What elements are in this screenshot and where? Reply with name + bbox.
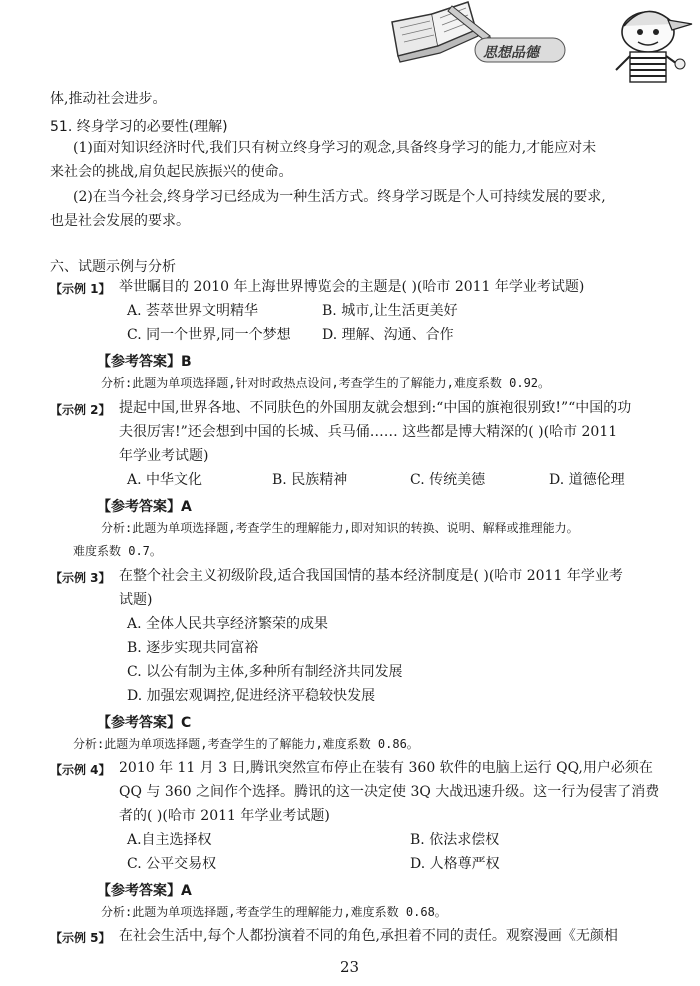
option-a: A.自主选择权 xyxy=(127,832,212,848)
analysis-line: 分析:此题为单项选择题,考查学生的理解能力,难度系数 0.68。 xyxy=(101,905,447,919)
option-d: D. 加强宏观调控,促进经济平稳较快发展 xyxy=(127,688,376,704)
answer-row xyxy=(97,496,192,516)
option-b: B. 城市,让生活更美好 xyxy=(322,303,458,319)
answer-value: C xyxy=(181,715,192,731)
example-badge: 【示例 4】 xyxy=(50,763,111,777)
answer-label: 【参考答案】 xyxy=(97,883,181,899)
option-a: A. 荟萃世界文明精华 xyxy=(127,303,259,319)
question-line: 2010 年 11 月 3 日,腾讯突然宣布停止在装有 360 软件的电脑上运行 QQ,用户必须在 xyxy=(119,760,653,776)
answer-row xyxy=(97,712,191,732)
option-d: D. 道德伦理 xyxy=(549,472,625,488)
option-c: C. 同一个世界,同一个梦想 xyxy=(127,327,291,343)
example-badge: 【示例 1】 xyxy=(50,282,111,296)
section-heading: 六、试题示例与分析 xyxy=(50,259,176,275)
open-book-icon xyxy=(392,2,478,62)
option-c: C. 以公有制为主体,多种所有制经济共同发展 xyxy=(127,664,403,680)
continued-text-line: 体,推动社会进步。 xyxy=(50,91,167,107)
cartoon-student-icon xyxy=(616,11,692,82)
answer-value: A xyxy=(181,499,192,515)
example-badge: 【示例 2】 xyxy=(50,403,111,417)
paragraph-line: 也是社会发展的要求。 xyxy=(50,213,190,229)
header-art-svg xyxy=(380,0,700,90)
answer-row xyxy=(97,351,192,371)
paragraph-line: (1)面对知识经济时代,我们只有树立终身学习的观念,具备终身学习的能力,才能应对未 xyxy=(73,140,597,156)
answer-label: 【参考答案】 xyxy=(97,715,181,731)
question-line: 者的( )(哈市 2011 年学业考试题) xyxy=(119,808,330,824)
answer-label: 【参考答案】 xyxy=(97,499,181,515)
example-badge: 【示例 5】 xyxy=(50,931,111,945)
header-decoration xyxy=(380,0,700,90)
question-line: 在整个社会主义初级阶段,适合我国国情的基本经济制度是( )(哈市 2011 年学业考 xyxy=(119,568,623,584)
option-a: A. 全体人民共享经济繁荣的成果 xyxy=(127,616,329,632)
example-badge: 【示例 3】 xyxy=(50,571,111,585)
option-a: A. 中华文化 xyxy=(127,472,203,488)
option-b: B. 民族精神 xyxy=(272,472,348,488)
answer-value: B xyxy=(181,354,192,370)
option-d: D. 人格尊严权 xyxy=(410,856,500,872)
option-c: C. 公平交易权 xyxy=(127,856,217,872)
paragraph-line: 来社会的挑战,肩负起民族振兴的使命。 xyxy=(50,164,293,180)
question-line: 提起中国,世界各地、不同肤色的外国朋友就会想到:“中国的旗袍很别致!”“中国的功 xyxy=(119,400,632,416)
option-b: B. 依法求偿权 xyxy=(410,832,500,848)
question-line: 试题) xyxy=(119,592,153,608)
answer-row xyxy=(97,880,192,900)
question-line: 举世瞩目的 2010 年上海世界博览会的主题是( )(哈市 2011 年学业考试题) xyxy=(119,279,585,295)
answer-value: A xyxy=(181,883,192,899)
answer-label: 【参考答案】 xyxy=(97,354,181,370)
option-d: D. 理解、沟通、合作 xyxy=(322,327,454,343)
paragraph-line: (2)在当今社会,终身学习已经成为一种生活方式。终身学习既是个人可持续发展的要求, xyxy=(73,189,606,205)
page-number: 23 xyxy=(340,958,360,976)
option-b: B. 逐步实现共同富裕 xyxy=(127,640,259,656)
question-line: 夫很厉害!”还会想到中国的长城、兵马俑…… 这些都是博大精深的( )(哈市 2011 xyxy=(119,424,618,440)
analysis-line: 分析:此题为单项选择题,考查学生的了解能力,难度系数 0.86。 xyxy=(73,737,419,751)
subsection-title: 51. 终身学习的必要性(理解) xyxy=(50,119,228,135)
question-line: 年学业考试题) xyxy=(119,448,209,464)
analysis-line: 难度系数 0.7。 xyxy=(73,544,162,558)
option-c: C. 传统美德 xyxy=(410,472,486,488)
question-line: 在社会生活中,每个人都扮演着不同的角色,承担着不同的责任。观察漫画《无颜相 xyxy=(119,928,618,944)
analysis-line: 分析:此题为单项选择题,针对时政热点设问,考查学生的了解能力,难度系数 0.92。 xyxy=(101,376,551,390)
question-line: QQ 与 360 之间作个选择。腾讯的这一决定使 3Q 大战迅速升级。这一行为侵害了消费 xyxy=(119,784,660,800)
analysis-line: 分析:此题为单项选择题,考查学生的理解能力,即对知识的转换、说明、解释或推理能力。 xyxy=(101,521,579,535)
header-section-label: 思想品德 xyxy=(483,44,539,60)
